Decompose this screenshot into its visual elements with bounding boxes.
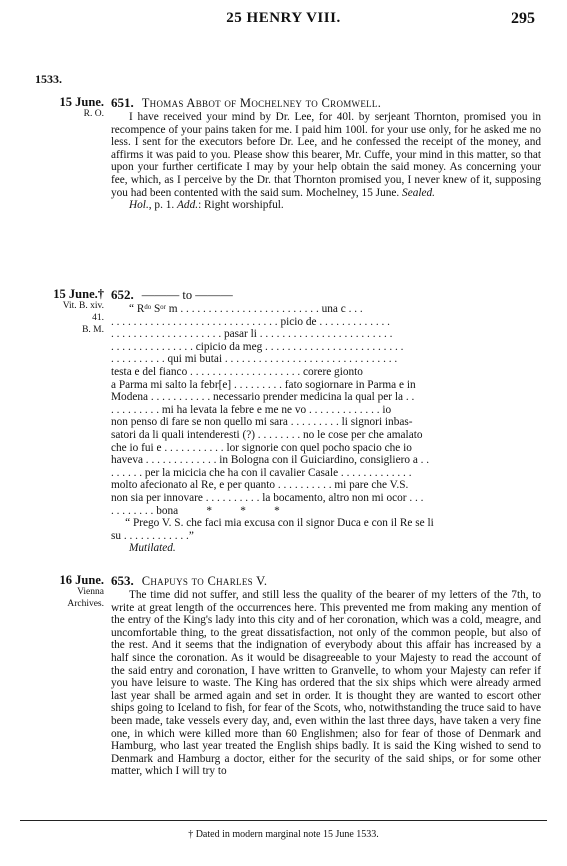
mutilated-line: satori da li quali intenderesti (?) . . . . . . . . no le cose per che amalato xyxy=(111,428,423,441)
entry-651-margin xyxy=(14,96,104,120)
entry-651-hol: Hol. xyxy=(129,199,149,212)
page-number: 295 xyxy=(511,10,535,27)
mutilated-line: a Parma mi salto la febr[e] . . . . . . . . . fato sogiornare in Parma e in xyxy=(111,378,416,391)
entry-651-date: 15 June. xyxy=(59,95,104,109)
entry-651-add-label: Add. xyxy=(177,199,199,212)
mutilated-line: . . . . . . . . . mi ha levata la febre e me ne vo . . . . . . . . . . . . . io xyxy=(111,403,392,416)
entry-652-body xyxy=(111,288,541,555)
mutilated-line: Modena . . . . . . . . . . . necessario prender medicina la qual per la . . xyxy=(111,391,415,404)
entry-653-body xyxy=(111,574,541,778)
mutilated-line: haveva . . . . . . . . . . . . . in Bologna con il Guiciardino, consigliero a . . xyxy=(111,454,430,467)
entry-651-title: Thomas Abbot of Mochelney to Cromwell. xyxy=(141,96,382,110)
entry-651-add-text: : Right worshipful. xyxy=(198,199,284,212)
entry-651-signoff: Sealed. xyxy=(402,186,435,199)
mutilated-line: “ Rᵈᵒ Sᵒʳ m . . . . . . . . . . . . . . . . . . . . . . . . . una c . . . xyxy=(129,303,363,315)
entry-653-title: Chapuys to Charles V. xyxy=(141,574,268,588)
mutilated-line: . . . . . . . . bona * * * xyxy=(111,504,280,517)
entry-653-text: The time did not suffer, and still less the quality of the bearer of my letters of the 7th, to write at great length of the occurrences here. This prevented me from making any mention of the entry of the King's lady into this city and of her coronation, which was a cold, meagre, and uncomfortable thing, to the great dissatisfaction, not only of the common people, but also of the rest. And it seems that the indignation of everybody about this affair has increased by a half since the coronation. As it would be disagreeable to your Majesty to read the account of the said entry and coronation, I have written to Granvelle, to whom your Majesty can refer if you have leisure to waste. The King has ordered that the six ships which were already armed last year shall be armed again and set in order. It is thought they are wanted to escort other ships going to Iceland to fish, for fear of the Scots, who, notwithstanding the truce said to have been made, take vessels every day, and, even within the last three days, have taken a very fine one, in which were killed more than 60 Englishmen; also for fear of those of Denmark and Hamburg, who last year treated the English ships badly. It is said the King wished to send to Denmark and Hamburg a doctor, either for the security of the said ships, or for some other matter, which I will try to xyxy=(111,589,541,778)
mutilated-line: . . . . . . . . . . . . . . . . . . . . . . . . . . . . . . picio de . . . . . . . . . . . . . xyxy=(111,315,390,328)
entry-653-date: 16 June. xyxy=(59,573,104,587)
entry-652-source-3: B. M. xyxy=(82,325,104,335)
entry-651-number: 651. xyxy=(111,95,134,110)
mutilated-line: che io fui e . . . . . . . . . . . lor signorie con quel pocho spacio che io xyxy=(111,441,412,454)
mutilated-line: su . . . . . . . . . . . .” xyxy=(111,529,194,542)
footnote: † Dated in modern marginal note 15 June 1533. xyxy=(188,829,379,840)
entry-653-source-1: Vienna xyxy=(77,587,104,597)
entry-652-heading xyxy=(111,288,541,302)
entry-651-source: R. O. xyxy=(83,109,104,119)
entry-653-heading xyxy=(111,574,541,588)
entry-651-body xyxy=(111,96,541,212)
mutilated-line: molto afecionato al Re, e per quanto . . . . . . . . . . mi pare che V.S. xyxy=(111,479,409,492)
mutilated-line: non sia per innovare . . . . . . . . . . la bocamento, altro non mi ocor . . . xyxy=(111,491,424,504)
mutilated-line: . . . . . . per la micicia che ha con il cavalier Casale . . . . . . . . . . . . . xyxy=(111,466,412,479)
entry-652-date: 15 June.† xyxy=(53,287,104,301)
entry-653-margin xyxy=(14,574,104,610)
entry-652-source-1: Vit. B. xiv. xyxy=(62,301,104,311)
entry-652-title: ——— to ——— xyxy=(141,288,233,302)
running-title: 25 HENRY VIII. xyxy=(226,10,341,26)
entry-651-letter: I have received your mind by Dr. Lee, for 40l. by serjeant Thornton, promised you in recompence of your pains taken for me. I paid him 100l. for your use only, for he asked me no less. I sent for the executors before Dr. Lee, and he confessed the receipt of the money, and affirms it was paid to you. Please show this bearer, Mr. Cuffe, your mind in this matter, so that upon your further certificate I may by your help obtain the said money. As concerning your fee, which, as I perceive by the Dr. that Thornton promised you, I never knew of it, supposing you had been contented with the said sum. Mochelney, 15 June. xyxy=(111,111,541,199)
entry-653-number: 653. xyxy=(111,573,134,588)
year-heading: 1533. xyxy=(35,72,62,86)
entry-652-lines xyxy=(111,303,541,542)
entry-652-note: Mutilated. xyxy=(129,542,176,555)
mutilated-line: . . . . . . . . . . qui mi butai . . . . . . . . . . . . . . . . . . . . . . . . . . . . . . . xyxy=(111,353,398,366)
running-header xyxy=(0,10,567,32)
entry-651-heading xyxy=(111,96,541,110)
mutilated-line: “ Prego V. S. che faci mia excusa con il signor Duca e con il Re se li xyxy=(111,517,434,530)
entry-651-text xyxy=(111,111,541,199)
entry-652-number: 652. xyxy=(111,287,134,302)
mutilated-line: . . . . . . . . . . . . . . . . . . . . pasar li . . . . . . . . . . . . . . . . . . . . . . . . xyxy=(111,328,393,341)
entry-651-pages: , p. 1. xyxy=(148,199,175,212)
entry-652-margin xyxy=(14,288,104,336)
mutilated-line: . . . . . . . . . . . . . . . cipicio da meg . . . . . . . . . . . . . . . . . . . . . . . . . xyxy=(111,340,404,353)
mutilated-line: non penso di fare se non quello mi sara . . . . . . . . . li signori inbas- xyxy=(111,416,413,429)
entry-653-source-2: Archives. xyxy=(67,599,104,609)
entry-652-source-2: 41. xyxy=(92,313,104,323)
mutilated-line: testa e del fianco . . . . . . . . . . . . . . . . . . . . corere gionto xyxy=(111,365,363,378)
footnote-rule xyxy=(20,820,547,821)
entry-651-note xyxy=(111,199,541,212)
